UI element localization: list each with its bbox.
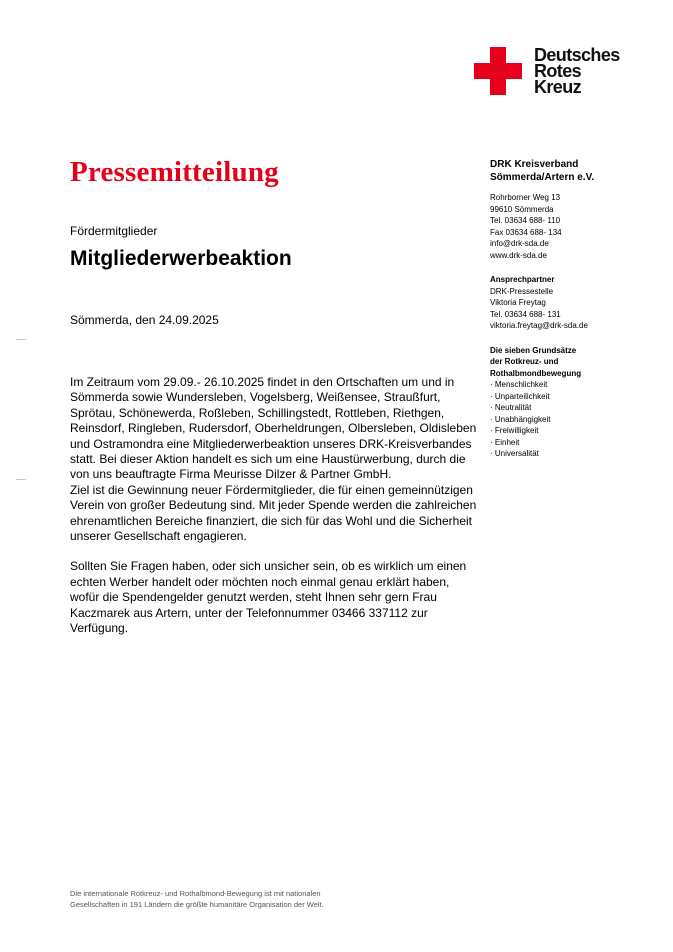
body-paragraph-1: Im Zeitraum vom 29.09.- 26.10.2025 findet in den Ortschaften um und in Sömmerda sowie Wundersleben, Vogelsberg, Weißensee, Straußfurt, Sprötau, Schönewerda, Roßleben, Schillingstedt, Rottleben, Riethgen, Reinsdorf, Ringleben, Rudersdorf, Oberheldrungen, Olbersleben, Oldisleben und Ostramondra eine Mitgliederwerbeaktion unseres DRK-Kreisverbandes statt. Bei dieser Aktion handelt es sich um eine Haustürwerbung, durch die von uns beauftragte Firma Meurisse Dilzer & Partner GmbH.: [70, 375, 477, 482]
contact-tel: Tel. 03634 688- 131: [490, 309, 561, 319]
sidebar-address: [490, 192, 670, 261]
contact-email-link[interactable]: viktoria.freytag@drk-sda.de: [490, 321, 588, 330]
sidebar-org: [490, 158, 670, 184]
logo-line-3: Kreuz: [534, 77, 582, 97]
punch-mark: [16, 479, 26, 480]
list-item: · Unparteilichkeit: [490, 391, 670, 403]
footer: [70, 889, 324, 910]
principles-heading-3: Rothalbmondbewegung: [490, 368, 582, 378]
address-tel: Tel. 03634 688- 110: [490, 216, 561, 225]
address-city: 99610 Sömmerda: [490, 204, 554, 214]
headline: Mitgliederwerbeaktion: [70, 247, 292, 270]
drk-logo: [474, 47, 634, 99]
logo-wordmark: [534, 47, 620, 95]
logo-line-1: Deutsches: [534, 45, 620, 65]
sidebar: [490, 158, 670, 473]
body-text: [70, 375, 480, 637]
kicker: Fördermitglieder: [70, 224, 158, 238]
body-paragraph-2: Ziel ist die Gewinnung neuer Fördermitglieder, die für einen gemeinnützigen Verein von großer Bedeutung sind. Mit jeder Spende werden die zahlreichen ehrenamtlichen Bereiche finanziert, die sich für das Wohl und die Sicherheit unserer Gesellschaft engagieren.: [70, 482, 477, 544]
red-cross-icon: [474, 47, 522, 95]
org-line-2: Sömmerda/Artern e.V.: [490, 172, 595, 183]
list-item: · Universalität: [490, 448, 670, 460]
footer-line-1: Die internationale Rotkreuz- und Rothalbmond-Bewegung ist mit nationalen: [70, 889, 321, 898]
principles-heading-1: Die sieben Grundsätze: [490, 345, 577, 355]
address-email-link[interactable]: info@drk-sda.de: [490, 239, 549, 248]
logo-line-2: Rotes: [534, 61, 582, 81]
list-item: · Menschlichkeit: [490, 379, 670, 391]
sidebar-contact: [490, 274, 670, 332]
contact-name: Viktoria Freytag: [490, 298, 546, 307]
org-line-1: DRK Kreisverband: [490, 159, 579, 170]
contact-heading: Ansprechpartner: [490, 275, 555, 284]
sidebar-principles: [490, 345, 670, 460]
list-item: · Unabhängigkeit: [490, 414, 670, 426]
dateline: Sömmerda, den 24.09.2025: [70, 313, 219, 327]
list-item: · Neutralität: [490, 402, 670, 414]
fold-mark: [16, 339, 26, 340]
contact-office: DRK-Pressestelle: [490, 286, 554, 296]
page-title: Pressemitteilung: [70, 156, 279, 188]
list-item: · Freiwilligkeit: [490, 425, 670, 437]
address-fax: Fax 03634 688- 134: [490, 227, 562, 237]
list-item: · Einheit: [490, 437, 670, 449]
address-street: Rohrborner Weg 13: [490, 193, 561, 202]
body-paragraph-3: Sollten Sie Fragen haben, oder sich unsicher sein, ob es wirklich um einen echten Werber handelt oder möchten noch einmal genau erklärt haben, wofür die Spendengelder genutzt werden, steht Ihnen sehr gern Frau Kaczmarek aus Artern, unter der Telefonnummer 03466 337112 zur Verfügung.: [70, 559, 467, 636]
principles-heading-2: der Rotkreuz- und: [490, 357, 559, 366]
footer-line-2: Gesellschaften in 191 Ländern die größte humanitäre Organisation der Welt.: [70, 899, 324, 909]
address-web-link[interactable]: www.drk-sda.de: [490, 250, 547, 260]
principles-list: [490, 379, 670, 460]
